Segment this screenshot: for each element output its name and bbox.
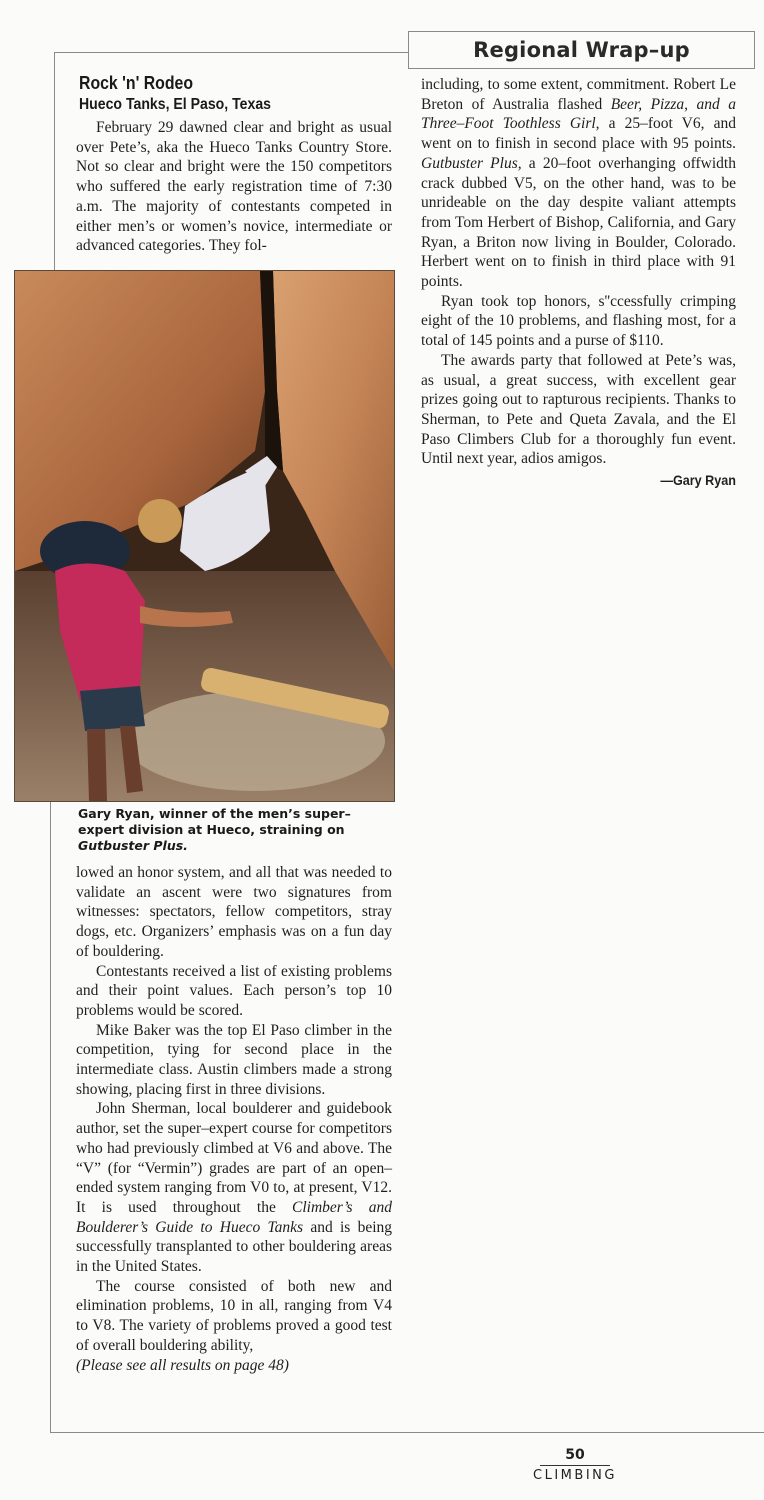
guide-title: Climber’s and Boulderer’s Guide to Hueco Tanks (76, 1198, 392, 1236)
column-left-bottom (76, 863, 392, 1375)
frame-left-rule (54, 52, 55, 270)
paragraph-1: February 29 dawned clear and bright as usual over Pete’s, aka the Hueco Tanks Country Store. Not so clear and bright were the 150 competitors who suffered the early registration time of 7:30 a.m. The majority of contestants competed in either men’s or women’s novice, intermediate or advanced categories. They fol- (76, 119, 392, 255)
continued-note (76, 1356, 392, 1376)
photo-illustration (15, 271, 394, 801)
paragraph-8: Ryan took top honors, s''ccessfully crimping eight of the 10 problems, and flashing most, for a total of 145 points and a purse of $110. (421, 292, 736, 350)
paragraph-7-text-c: a 20–foot overhanging offwidth crack dubbed V5, on the other hand, was to be unrideable on the day despite valiant attempts from Tom Herbert of Bishop, California, and Gary Ryan, a Briton now living in Boulder, Colorado. Herbert went on to finish in third place with 91 points. (421, 154, 736, 291)
column-left-top (76, 118, 392, 256)
continued-note-text: (Please see all results on page 48) (76, 1356, 289, 1374)
photo-caption (78, 806, 378, 854)
column-right (421, 75, 736, 491)
paragraph-4: Mike Baker was the top El Paso climber in the competition, tying for second place in the intermediate class. Austin climbers made a strong showing, placing first in three divisions. (76, 1021, 392, 1098)
problem-name-gutbuster: Gutbuster Plus, (421, 154, 522, 172)
section-title: Regional Wrap–up (473, 38, 690, 62)
frame-bottom-rule (50, 1432, 764, 1433)
paragraph-9: The awards party that followed at Pete’s was, as usual, a great success, with excellent gear prizes going out to rapturous recipients. Thanks to Sherman, to Pete and Queta Zavala, and the El Paso Climbers Club for a thoroughly fun event. Until next year, adios amigos. (421, 351, 736, 468)
paragraph-3: Contestants received a list of existing problems and their point values. Each person’s top 10 problems would be scored. (76, 962, 392, 1019)
paragraph-2: lowed an honor system, and all that was needed to validate an ascent were two signatures from witnesses: spectators, fellow competitors, stray dogs, etc. Organizers’ emphasis was on a fun day of bouldering. (76, 864, 392, 960)
frame-left-rule-lower (50, 800, 51, 1432)
paragraph-5-text: John Sherman, local boulderer and guidebook author, set the super–expert course for competitors who had previously climbed at V6 and above. The “V” (for “Vermin”) grades are part of an open–ended system ranging from V0 to, at present, V12. It is used throughout the (76, 1100, 392, 1216)
article-subhead: Hueco Tanks, El Paso, Texas (79, 96, 271, 113)
magazine-name: CLIMBING (533, 1468, 617, 1483)
paragraph-6: The course consisted of both new and elimination problems, 10 in all, ranging from V4 to V8. The variety of problems proved a good test of overall bouldering ability, (76, 1277, 392, 1354)
paragraph-7-text-b: a 25–foot V6, and went on to finish in second place with 95 points. (421, 115, 736, 153)
author-byline: —Gary Ryan (660, 472, 736, 489)
paragraph-7-text-a: including, to some extent, commitment. Robert Le Breton of Australia flashed (421, 76, 736, 113)
caption-problem-name: Gutbuster Plus. (78, 838, 188, 853)
problem-name-beer-pizza: Beer, Pizza, and a Three–Foot Toothless Girl, (421, 95, 736, 133)
section-header-box (408, 31, 755, 69)
paragraph-7 (421, 75, 736, 292)
page-number: 50 (540, 1447, 610, 1466)
frame-top-rule (54, 52, 409, 53)
paragraph-5-tail: and is being successfully transplanted to other bouldering areas in the United States. (76, 1218, 393, 1276)
article-headline: Rock 'n' Rodeo (79, 73, 194, 93)
caption-text: Gary Ryan, winner of the men’s super–expert division at Hueco, straining on (78, 806, 351, 837)
paragraph-5 (76, 1099, 392, 1276)
bouldering-photo (14, 270, 395, 802)
